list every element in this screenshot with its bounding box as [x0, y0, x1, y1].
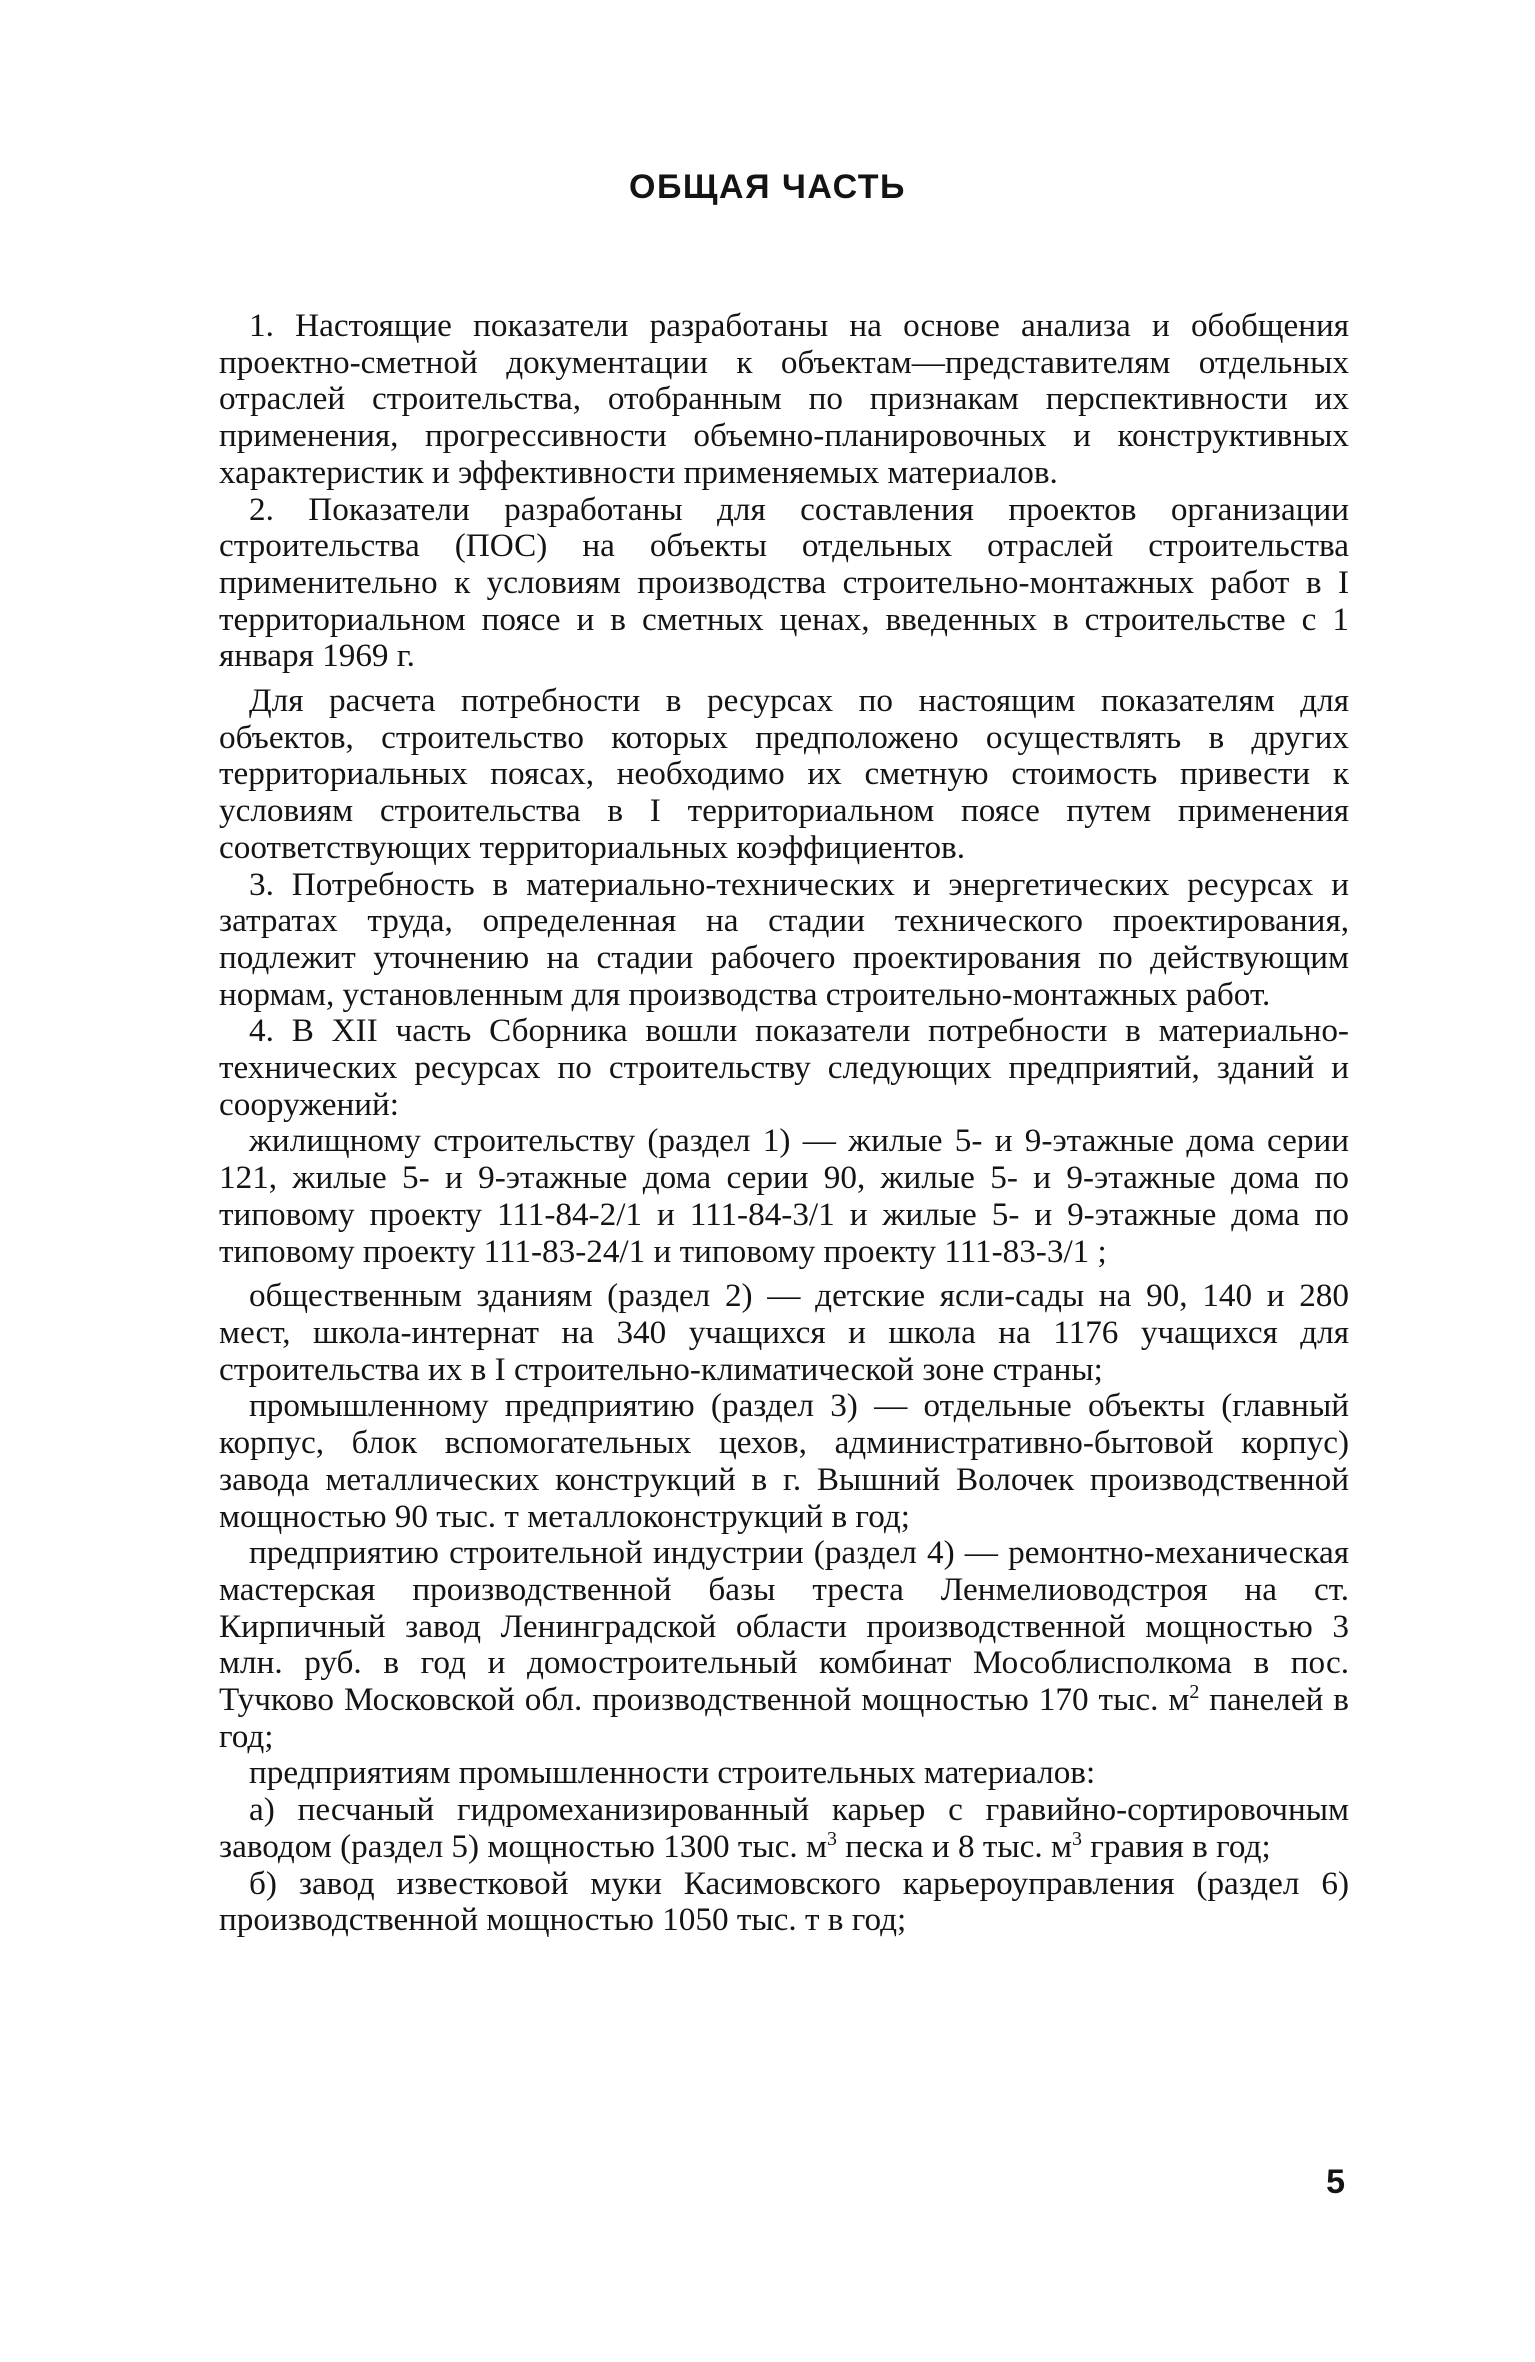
- document-body: [219, 308, 1349, 1939]
- paragraph-1: 1. Настоящие показатели разработаны на основе анализа и обобщения проектно-сметной документации к объектам—представителям отдельных отраслей строительства, отобранным по признакам перспективности их применения, прогрессивности объемно-планировочных и конструктивных характеристик и эффективности применяемых материалов.: [219, 307, 1349, 491]
- list-item-industrial-enterprise: промышленному предприятию (раздел 3) — отдельные объекты (главный корпус, блок вспомогательных цехов, административно-бытовой корпус) завода металлических конструкций в г. Вышний Волочек производственной мощностью 90 тыс. т металлоконструкций в год;: [219, 1387, 1349, 1535]
- sand-quarry-text: а) песчаный гидромеханизированный карьер с гравийно-сортировочным заводом (раздел 5) мощностью 1300 тыс. м: [219, 1791, 1349, 1865]
- sand-quarry-text-mid: песка и 8 тыс. м: [836, 1827, 1072, 1865]
- paragraph-3: 3. Потребность в материально-технических и энергетических ресурсах и затратах труда, определенная на стадии технического проектирования, подлежит уточнению на стадии рабочего проектирования по действующим нормам, установленным для производства строительно-монтажных работ.: [219, 865, 1349, 1013]
- list-item-public-buildings: общественным зданиям (раздел 2) — детские ясли-сады на 90, 140 и 280 мест, школа-интернат на 340 учащихся и школа на 1176 учащихся для строительства их в I строительно-климатической зоне страны;: [219, 1277, 1349, 1388]
- superscript-squared: 2: [1189, 1680, 1200, 1703]
- list-item-lime-flour-plant: б) завод известковой муки Касимовского карьероуправления (раздел 6) производственной мощностью 1050 тыс. т в год;: [219, 1864, 1349, 1939]
- construction-industry-text-end: панелей в год;: [219, 1681, 1349, 1755]
- page-number: 5: [1326, 2163, 1345, 2201]
- sand-quarry-text-end: гравия в год;: [1081, 1827, 1271, 1865]
- section-title: ОБЩАЯ ЧАСТЬ: [629, 168, 906, 206]
- paragraph-2-continuation: Для расчета потребности в ресурсах по настоящим показателям для объектов, строительство которых предположено осуществлять в других территориальных поясах, необходимо их сметную стоимость привести к условиям строительства в I территориальном поясе путем применения соответствующих территориальных коэффициентов.: [219, 682, 1349, 866]
- paragraph-4: 4. В XII часть Сборника вошли показатели потребности в материально-технических ресурсах по строительству следующих предприятий, зданий и сооружений:: [219, 1012, 1349, 1123]
- list-item-construction-industry: [219, 1535, 1349, 1755]
- superscript-cubed-2: 3: [1072, 1827, 1082, 1850]
- list-item-building-materials: предприятиям промышленности строительных материалов:: [249, 1754, 1096, 1792]
- superscript-cubed: 3: [826, 1827, 837, 1850]
- list-item-housing: жилищному строительству (раздел 1) — жилые 5- и 9-этажные дома серии 121, жилые 5- и 9-этажные дома серии 90, жилые 5- и 9-этажные дома по типовому проекту 111-84-2/1 и 111-84-3/1 и жилые 5- и 9-этажные дома по типовому проекту 111-83-24/1 и типовому проекту 111-83-3/1 ;: [219, 1122, 1349, 1270]
- construction-industry-text: предприятию строительной индустрии (раздел 4) — ремонтно-механическая мастерская производственной базы треста Ленмелиоводстроя на ст. Кирпичный завод Ленинградской области производственной мощностью 3 млн. руб. в год и домостроительный комбинат Мособлисполкома в пос. Тучково Московской обл. производственной мощностью 170 тыс. м: [219, 1534, 1349, 1719]
- list-item-sand-quarry: [219, 1792, 1349, 1865]
- paragraph-2: 2. Показатели разработаны для составления проектов организации строительства (ПОС) на объекты отдельных отраслей строительства применительно к условиям производства строительно-монтажных работ в I территориальном поясе и в сметных ценах, введенных в строительстве с 1 января 1969 г.: [219, 490, 1349, 675]
